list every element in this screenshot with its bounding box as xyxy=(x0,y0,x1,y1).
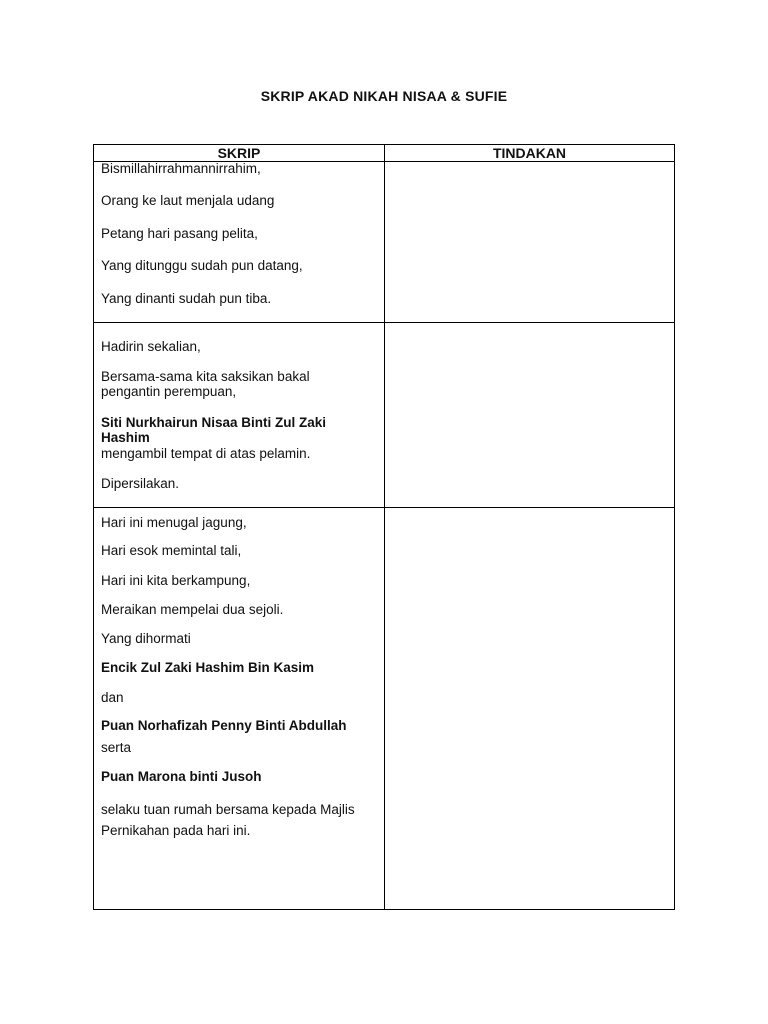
column-divider xyxy=(384,145,385,909)
row2-line-5: Dipersilakan. xyxy=(101,476,180,491)
row1-line-3: Petang hari pasang pelita, xyxy=(101,226,258,241)
row3-name-guest: Puan Marona binti Jusoh xyxy=(101,769,262,784)
row3-name-father: Encik Zul Zaki Hashim Bin Kasim xyxy=(101,660,315,675)
row-divider-1 xyxy=(94,322,674,323)
row2-line-4: mengambil tempat di atas pelamin. xyxy=(101,446,311,461)
row-divider-2 xyxy=(94,507,674,508)
document-title: SKRIP AKAD NIKAH NISAA & SUFIE xyxy=(260,88,508,104)
row3-line-9: serta xyxy=(101,740,132,755)
column-header-tindakan: TINDAKAN xyxy=(492,145,567,161)
row1-line-2: Orang ke laut menjala udang xyxy=(101,193,275,208)
row2-line-1: Hadirin sekalian, xyxy=(101,339,201,354)
row3-line-7: dan xyxy=(101,690,124,705)
row1-line-1: Bismillahirrahmannirrahim, xyxy=(101,161,261,176)
row3-line-11: selaku tuan rumah bersama kepada Majlis Pernikahan pada hari ini. xyxy=(101,802,355,838)
row3-name-mother: Puan Norhafizah Penny Binti Abdullah xyxy=(101,718,347,733)
row3-line-2: Hari esok memintal tali, xyxy=(101,543,242,558)
column-header-skrip: SKRIP xyxy=(217,145,261,161)
row2-name-bride: Siti Nurkhairun Nisaa Binti Zul Zaki Hashim xyxy=(101,415,327,445)
row3-line-1: Hari ini menugal jagung, xyxy=(101,515,247,530)
script-table xyxy=(93,144,675,910)
row3-line-4: Meraikan mempelai dua sejoli. xyxy=(101,602,284,617)
row2-line-2: Bersama-sama kita saksikan bakal pengantin perempuan, xyxy=(101,369,310,399)
row3-line-5: Yang dihormati xyxy=(101,631,191,646)
row1-line-4: Yang ditunggu sudah pun datang, xyxy=(101,258,303,273)
row3-line-3: Hari ini kita berkampung, xyxy=(101,573,251,588)
row1-line-5: Yang dinanti sudah pun tiba. xyxy=(101,291,272,306)
